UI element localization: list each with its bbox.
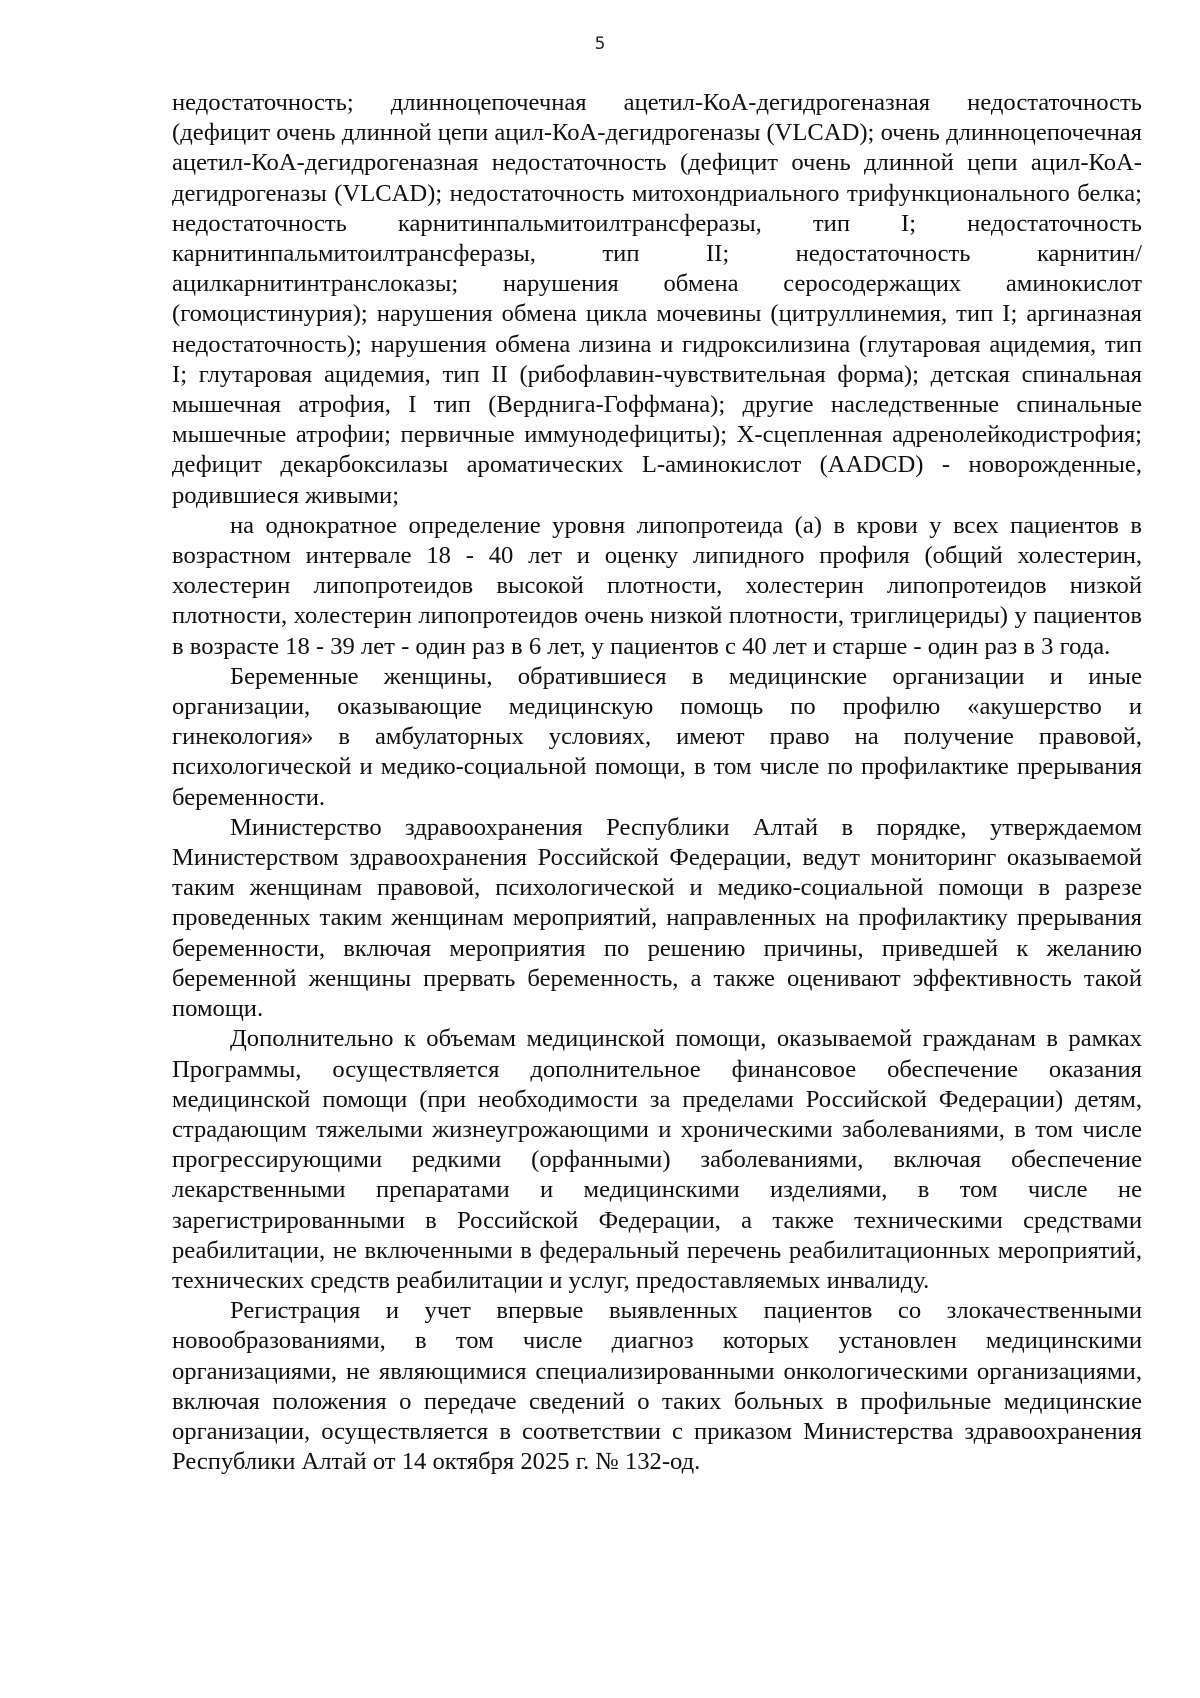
paragraph-continuation-screening-list: недостаточность; длинноцепочечная ацетил-КоА-дегидрогеназная недостаточность (дефицит очень длинной цепи ацил-КоА-дегидрогеназы (VLCAD); очень длинноцепочечная ацетил-КоА-дегидрогеназная недостаточность (дефицит очень длинной цепи ацил-КоА-дегидрогеназы (VLCAD); недостаточность митохондриального трифункционального белка; недостаточность карнитинпальмитоилтрансферазы, тип I; недостаточность карнитинпальмитоилтрансферазы, тип II; недостаточность карнитин/ацилкарнитинтранслоказы; нарушения обмена серосодержащих аминокислот (гомоцистинурия); нарушения обмена цикла мочевины (цитруллинемия, тип I; аргиназная недостаточность); нарушения обмена лизина и гидроксилизина (глутаровая ацидемия, тип I; глутаровая ацидемия, тип II (рибофлавин-чувствительная форма); детская спинальная мышечная атрофия, I тип (Верднига-Гоффмана); другие наследственные спинальные мышечные атрофии; первичные иммунодефициты); X-сцепленная адренолейкодистрофия; дефицит декарбоксилазы ароматических L-аминокислот (AADCD) - новорожденные, родившиеся живыми; [172,89,1142,509]
document-body [172,88,1142,1477]
paragraph-cancer-registration: Регистрация и учет впервые выявленных пациентов со злокачественными новообразованиями, в том числе диагноз которых установлен медицинскими организациями, не являющимися специализированными онкологическими организациями, включая положения о передаче сведений о таких больных в профильные медицинские организации, осуществляется в соответствии с приказом Министерства здравоохранения Республики Алтай от 14 октября 2025 г. № 132-од. [172,1297,1142,1476]
page-number: 5 [594,34,606,54]
paragraph-additional-funding: Дополнительно к объемам медицинской помощи, оказываемой гражданам в рамках Программы, осуществляется дополнительное финансовое обеспечение оказания медицинской помощи (при необходимости за пределами Российской Федерации) детям, страдающим тяжелыми жизнеугрожающими и хроническими заболеваниями, в том числе прогрессирующими редкими (орфанными) заболеваниями, включая обеспечение лекарственными препаратами и медицинскими изделиями, в том числе не зарегистрированными в Российской Федерации, а также техническими средствами реабилитации, не включенными в федеральный перечень реабилитационных мероприятий, технических средств реабилитации и услуг, предоставляемых инвалиду. [172,1025,1142,1294]
paragraph-lipid-profile: на однократное определение уровня липопротеида (а) в крови у всех пациентов в возрастном интервале 18 - 40 лет и оценку липидного профиля (общий холестерин, холестерин липопротеидов высокой плотности, холестерин липопротеидов низкой плотности, холестерин липопротеидов очень низкой плотности, триглицериды) у пациентов в возрасте 18 - 39 лет - один раз в 6 лет, у пациентов с 40 лет и старше - один раз в 3 года. [172,511,1142,660]
paragraph-pregnant-women: Беременные женщины, обратившиеся в медицинские организации и иные организации, оказывающие медицинскую помощь по профилю «акушерство и гинекология» в амбулаторных условиях, имеют право на получение правовой, психологической и медико-социальной помощи, в том числе по профилактике прерывания беременности. [172,662,1142,811]
paragraph-ministry-monitoring: Министерство здравоохранения Республики Алтай в порядке, утверждаемом Министерством здравоохранения Российской Федерации, ведут мониторинг оказываемой таким женщинам правовой, психологической и медико-социальной помощи в разрезе проведенных таким женщинам мероприятий, направленных на профилактику прерывания беременности, включая мероприятия по решению причины, приведшей к желанию беременной женщины прервать беременность, а также оценивают эффективность такой помощи. [172,813,1142,1023]
